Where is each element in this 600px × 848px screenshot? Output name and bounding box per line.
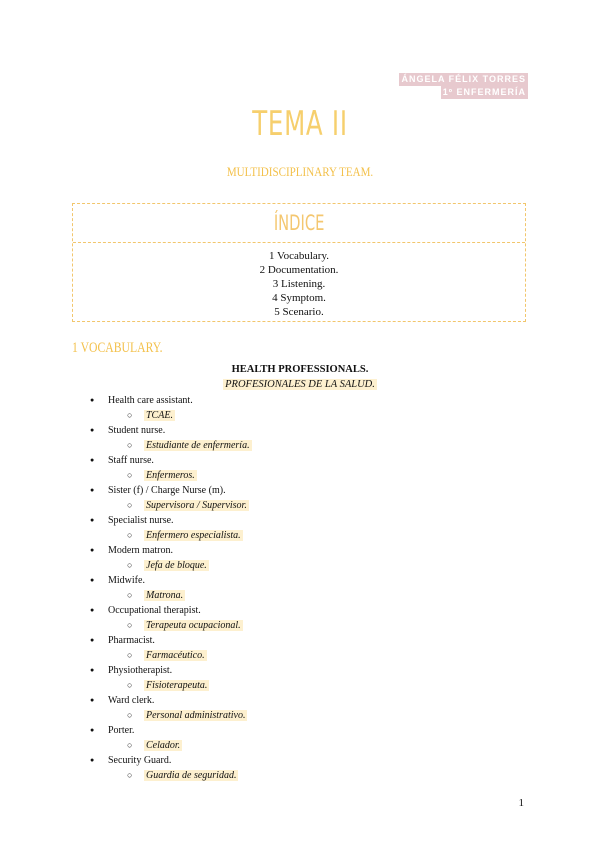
term-es <box>90 438 530 453</box>
page-title: TEMA II <box>252 104 348 144</box>
term-en: ● Modern matron. <box>90 543 530 558</box>
term-es-text: Jefa de bloque. <box>146 560 207 571</box>
term-en: ● Porter. <box>90 723 530 738</box>
term-en: ● Midwife. <box>90 573 530 588</box>
term-es-text: Terapeuta ocupacional. <box>146 620 241 631</box>
vocab-title-es <box>0 379 600 390</box>
term-es <box>90 498 530 513</box>
term-es-text: Matrona. <box>146 590 184 601</box>
term-es-text: Personal administrativo. <box>146 710 246 721</box>
term-en: ● Security Guard. <box>90 753 530 768</box>
term-en: ● Physiotherapist. <box>90 663 530 678</box>
term-es-text: Fisioterapeuta. <box>146 680 208 691</box>
vocab-title-es-text: PROFESIONALES DE LA SALUD. <box>225 379 375 390</box>
term-en: ● Pharmacist. <box>90 633 530 648</box>
term-en: ● Health care assistant. <box>90 393 530 408</box>
index-item: 5 Scenario. <box>274 306 324 318</box>
term-es <box>90 588 530 603</box>
term-es-text: Estudiante de enfermería. <box>146 440 250 451</box>
term-es <box>90 708 530 723</box>
author-name: ÁNGELA FÉLIX TORRES <box>401 74 526 84</box>
term-es <box>90 648 530 663</box>
term-en: ● Sister (f) / Charge Nurse (m). <box>90 483 530 498</box>
page-number: 1 <box>518 797 524 809</box>
page-subtitle: MULTIDISCIPLINARY TEAM. <box>226 164 374 179</box>
term-es-text: Supervisora / Supervisor. <box>146 500 247 511</box>
index-item: 4 Symptom. <box>272 292 326 304</box>
term-es <box>90 738 530 753</box>
term-es-text: Celador. <box>146 740 181 751</box>
term-es-text: TCAE. <box>146 410 173 421</box>
section-heading-vocabulary: 1 VOCABULARY. <box>72 340 163 356</box>
index-heading-text: ÍNDICE <box>273 211 325 235</box>
term-es <box>90 408 530 423</box>
index-item: 1 Vocabulary. <box>269 250 329 262</box>
term-es <box>90 528 530 543</box>
term-es <box>90 678 530 693</box>
term-es <box>90 768 530 783</box>
term-en: ● Specialist nurse. <box>90 513 530 528</box>
index-list <box>73 243 525 319</box>
term-en: ● Occupational therapist. <box>90 603 530 618</box>
index-heading <box>73 204 525 243</box>
author-header <box>399 73 528 99</box>
index-item: 2 Documentation. <box>259 264 339 276</box>
index-box <box>72 203 526 322</box>
author-course: 1º ENFERMERÍA <box>442 87 526 97</box>
vocab-title-en: HEALTH PROFESSIONALS. <box>231 364 369 375</box>
term-es <box>90 468 530 483</box>
term-es-text: Farmacéutico. <box>146 650 205 661</box>
term-en: ● Student nurse. <box>90 423 530 438</box>
term-es-text: Guardia de seguridad. <box>146 770 237 781</box>
index-item: 3 Listening. <box>272 278 326 290</box>
vocabulary-list <box>90 393 530 783</box>
term-es-text: Enfermero especialista. <box>146 530 241 541</box>
term-en: ● Ward clerk. <box>90 693 530 708</box>
term-es <box>90 558 530 573</box>
term-en: ● Staff nurse. <box>90 453 530 468</box>
term-es-text: Enfermeros. <box>146 470 195 481</box>
term-es <box>90 618 530 633</box>
